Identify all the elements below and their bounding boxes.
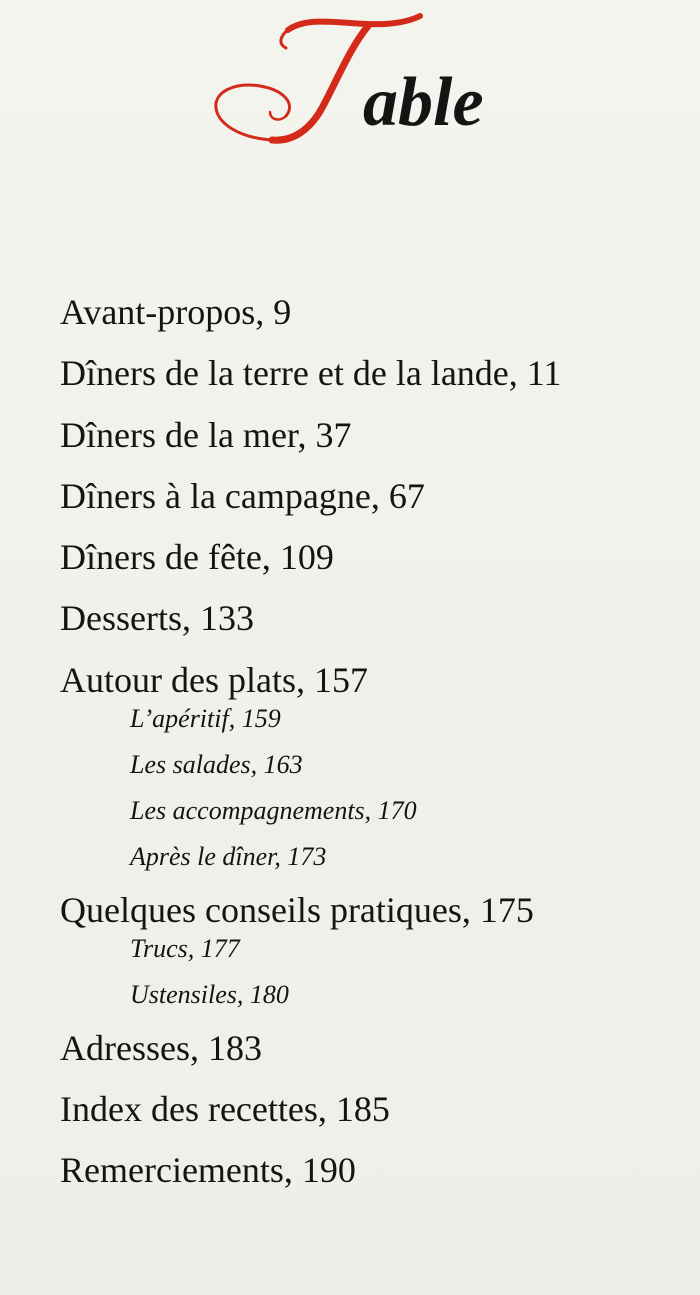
title-initial: T	[200, 8, 201, 9]
toc-entry: Remerciements, 190	[60, 1150, 356, 1191]
toc-entry: Dîners de la terre et de la lande, 11	[60, 353, 562, 394]
toc-subentry: Les accompagnements, 170	[130, 795, 417, 825]
title-rest: able	[363, 64, 484, 141]
toc-entry: Dîners de fête, 109	[60, 537, 334, 578]
toc-entry: Dîners à la campagne, 67	[60, 475, 425, 516]
toc-subentry: Trucs, 177	[130, 933, 240, 963]
toc-subentry: Ustensiles, 180	[130, 979, 289, 1009]
page-title	[200, 8, 540, 158]
table-of-contents	[60, 292, 690, 1212]
toc-subentry: Après le dîner, 173	[130, 841, 327, 871]
toc-entry: Autour des plats, 157	[60, 659, 368, 700]
toc-entry: Avant-propos, 9	[60, 292, 292, 332]
toc-entry: Dîners de la mer, 37	[60, 414, 352, 455]
toc-entry: Quelques conseils pratiques, 175	[60, 889, 534, 930]
toc-entry: Adresses, 183	[60, 1027, 262, 1068]
toc-entry: Desserts, 133	[60, 598, 254, 639]
toc-subentry: L’apéritif, 159	[130, 703, 281, 733]
toc-entry: Index des recettes, 185	[60, 1089, 390, 1130]
toc-subentry: Les salades, 163	[130, 749, 303, 779]
